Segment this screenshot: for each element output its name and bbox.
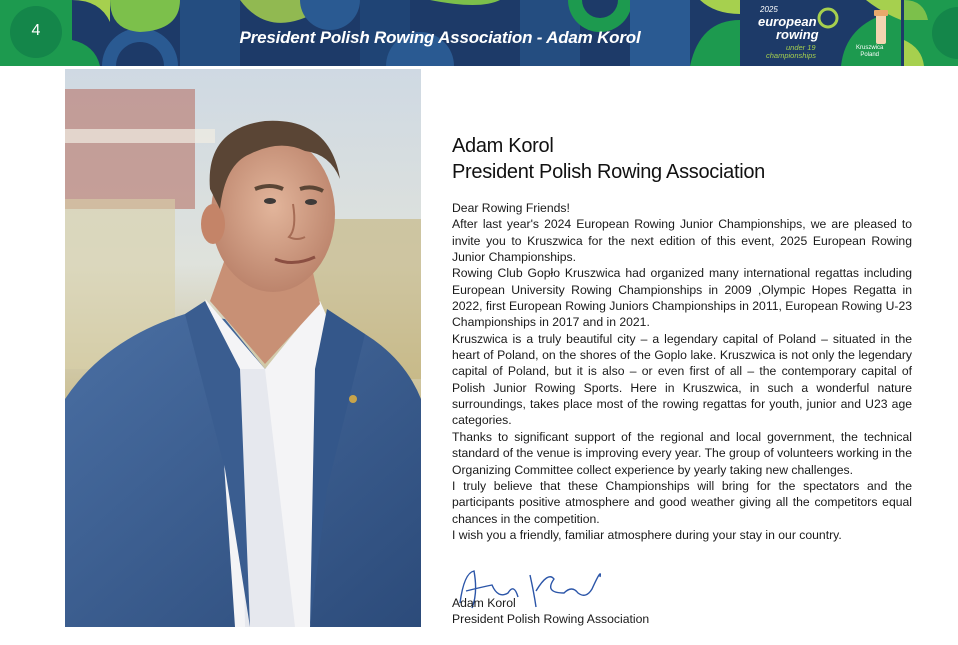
logo-place-city: Kruszwica: [856, 45, 884, 51]
right-strip-pattern: [904, 0, 958, 66]
letter-heading: [452, 133, 765, 185]
author-name: Adam Korol: [452, 135, 554, 157]
author-role: President Polish Rowing Association: [452, 161, 766, 183]
letter-paragraph: Rowing Club Gopło Kruszwica had organized many international regattas including European University Rowing Championships in 2009 ,Olympic Hopes Regatta in 2022, first European Rowing Juniors Championships in 2011, European Rowing U-23 Championships in 2017 and in 2021.: [452, 266, 912, 330]
portrait-photo: [65, 69, 421, 627]
logo-year: 2025: [760, 5, 778, 14]
page-title: President Polish Rowing Association - Adam Korol: [239, 28, 641, 47]
letter-paragraph: Dear Rowing Friends!: [452, 201, 570, 215]
signature-role: President Polish Rowing Association: [452, 612, 650, 626]
page-header: [0, 0, 958, 66]
signature-name: Adam Korol: [452, 596, 516, 610]
portrait-illustration: [65, 69, 421, 627]
logo-place-country: Poland: [860, 52, 880, 58]
logo-word-rowing: rowing: [776, 27, 819, 42]
championship-logo: [746, 0, 901, 66]
logo-place: [856, 45, 883, 59]
page-number: 4: [31, 22, 41, 39]
header-right-strip: [904, 0, 958, 66]
letter-body: [452, 200, 912, 543]
letter-paragraph: Kruszwica is a truly beautiful city – a legendary capital of Poland – situated in the heart of Poland, on the shores of the Goplo lake. Kruszwica is not only the legendary capital of Poland, but it is also – or even first of all – the contemporary capital of Polish Junior Rowing Sports. Here in Kruszwica, in such a wonderful nature surroundings, takes place most of the rowing regattas for youth, junior and U23 age categories.: [452, 331, 912, 428]
letter-paragraph: Thanks to significant support of the regional and local government, the technical standard of the venue is improving every year. The group of volunteers working in the Organizing Committee collect experience by yearly taking new challenges.: [452, 429, 912, 477]
logo-championships: championships: [766, 51, 817, 60]
letter-paragraph: After last year's 2024 European Rowing Junior Championships, we are pleased to invite you to Kruszwica for the next edition of this event, 2025 European Rowing Junior Championships.: [452, 217, 912, 265]
letter-paragraph: I truly believe that these Championships will bring for the spectators and the participants positive atmosphere and good weather giving all the competitors equal chances in the competition.: [452, 478, 912, 526]
logo-word-european: european: [758, 14, 817, 29]
letter-paragraph: I wish you a friendly, familiar atmosphere during your stay in our country.: [452, 527, 842, 542]
logo-under19: under 19: [786, 43, 816, 52]
